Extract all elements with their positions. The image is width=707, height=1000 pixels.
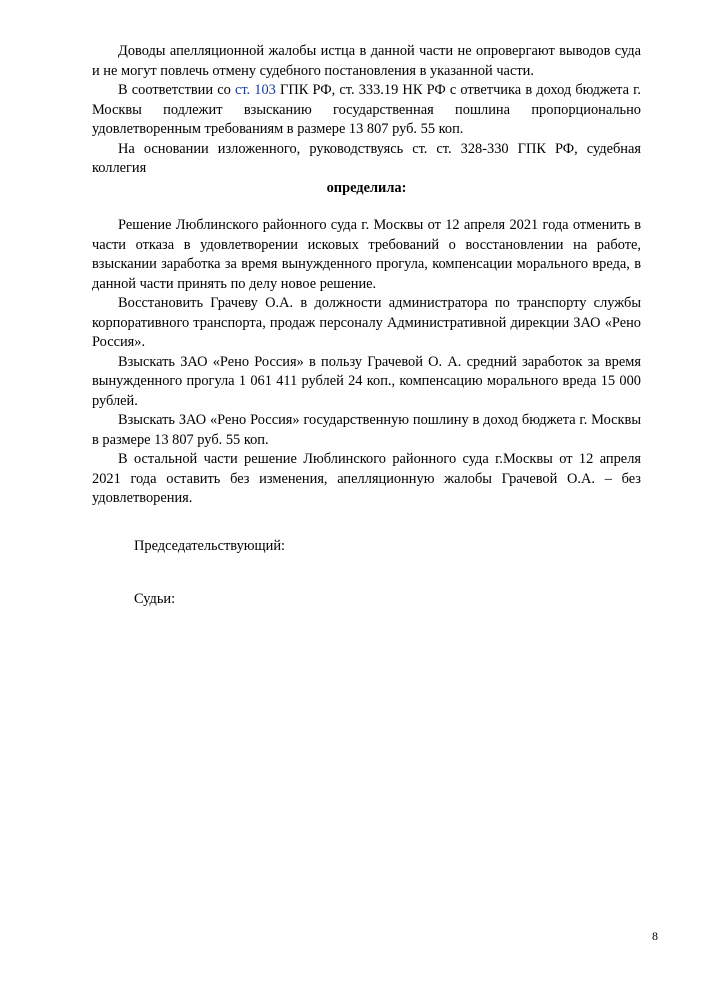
page-number: 8 — [652, 929, 658, 943]
paragraph-ruling-duty: Взыскать ЗАО «Рено Россия» государственную пошлину в доход бюджета г. Москвы в размере 13 807 руб. 55 коп. — [92, 412, 641, 448]
paragraph-ruling-reinstate: Восстановить Грачеву О.А. в должности администратора по транспорту службы корпоративного транспорта, продаж персоналу Административной дирекции ЗАО «Рено Россия». — [92, 295, 641, 350]
paragraph-basis: На основании изложенного, руководствуясь ст. ст. 328-330 ГПК РФ, судебная коллегия — [92, 140, 641, 176]
costs-suffix: ГПК РФ, ст. 333.19 НК РФ с ответчика в доход бюджета г. Москвы подлежит взысканию государственная пошлина пропорционально удовлетворенным требованиям в размере 13 807 руб. 55 коп. — [92, 82, 642, 137]
ruling-heading: определила: — [326, 179, 407, 196]
article-103-link[interactable]: ст. 103 — [234, 82, 276, 98]
costs-prefix: В соответствии со — [118, 82, 235, 98]
paragraph-appeal-arguments: Доводы апелляционной жалобы истца в данной части не опровергают выводов суда и не могут повлечь отмену судебного постановления в указанной части. — [92, 43, 641, 79]
paragraph-ruling-remainder: В остальной части решение Люблинского районного суда г.Москвы от 12 апреля 2021 года оставить без изменения, апелляционную жалобы Грачевой О.А. – без удовлетворения. — [92, 451, 641, 506]
paragraph-ruling-cancel: Решение Люблинского районного суда г. Москвы от 12 апреля 2021 года отменить в части отказа в удовлетворении исковых требований о восстановлении на работе, взыскании заработка за время вынужденного прогула, компенсации морального вреда, в данной части принять по делу новое решение. — [92, 217, 641, 292]
paragraph-state-duty — [92, 81, 641, 140]
document-body — [92, 42, 641, 509]
paragraph-ruling-compensation: Взыскать ЗАО «Рено Россия» в пользу Грачевой О. А. средний заработок за время вынужденного прогула 1 061 411 рублей 24 коп., компенсацию морального вреда 15 000 рублей. — [92, 353, 641, 409]
signature-judges-label: Судьи: — [134, 591, 176, 607]
signature-chair-label: Председательствующий: — [134, 538, 286, 554]
